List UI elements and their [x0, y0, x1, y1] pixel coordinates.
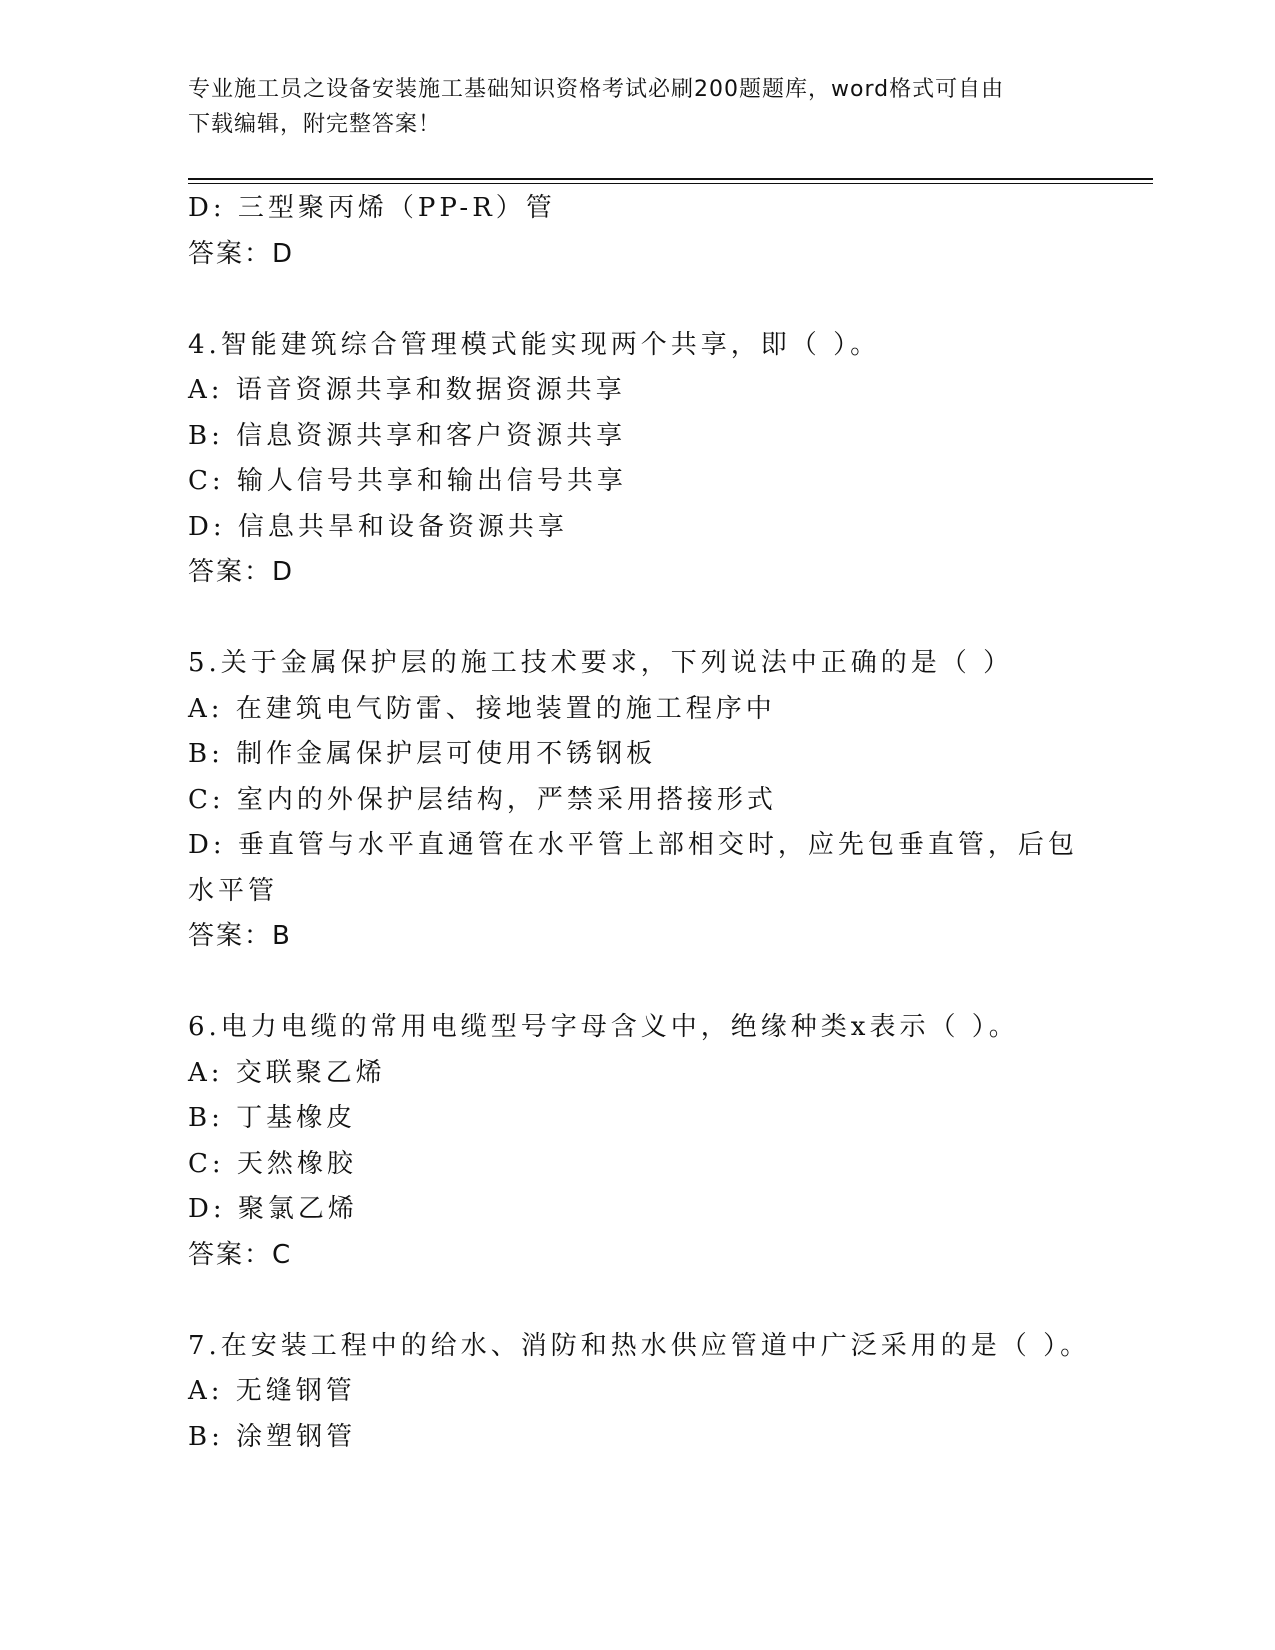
option-b: B: 制作金属保护层可使用不锈钢板 — [188, 739, 657, 769]
question-stem: 4.智能建筑综合管理模式能实现两个共享，即（ ）。 — [188, 329, 881, 360]
option-d: D: 垂直管与水平直通管在水平管上部相交时，应先包垂直管，后包水平管 — [188, 830, 1078, 906]
question-3-tail — [188, 186, 1078, 277]
option-d: D: 三型聚丙烯（PP-R）管 — [188, 193, 556, 223]
option-a: A: 语音资源共享和数据资源共享 — [188, 375, 626, 405]
question-5 — [188, 641, 1078, 960]
question-4 — [188, 323, 1078, 596]
header-divider-thick — [188, 178, 1153, 180]
question-7 — [188, 1324, 1091, 1461]
option-d: D: 聚氯乙烯 — [188, 1194, 358, 1224]
answer-line: 答案：C — [188, 1239, 293, 1270]
question-stem: 5.关于金属保护层的施工技术要求，下列说法中正确的是（ ） — [188, 648, 1014, 678]
question-stem: 6.电力电缆的常用电缆型号字母含义中，绝缘种类x表示（ ）。 — [188, 1012, 1019, 1042]
answer-line: 答案：B — [188, 921, 292, 951]
option-c: C: 输人信号共享和输出信号共享 — [188, 466, 627, 496]
question-6 — [188, 1005, 1078, 1278]
option-b: B: 丁基橡皮 — [188, 1103, 357, 1133]
option-a: A: 无缝钢管 — [188, 1376, 356, 1406]
option-b: B: 涂塑钢管 — [188, 1421, 357, 1452]
option-b: B: 信息资源共享和客户资源共享 — [188, 420, 627, 451]
question-stem: 7.在安装工程中的给水、消防和热水供应管道中广泛采用的是（ ）。 — [188, 1330, 1091, 1361]
document-body — [188, 186, 1091, 1460]
option-a: A: 交联聚乙烯 — [188, 1057, 386, 1088]
option-c: C: 室内的外保护层结构，严禁采用搭接形式 — [188, 784, 777, 815]
header-line-1: 专业施工员之设备安装施工基础知识资格考试必刷200题题库，word格式可自由 — [188, 77, 1005, 102]
document-header — [188, 72, 1068, 142]
header-divider-thin — [188, 183, 1153, 184]
option-a: A: 在建筑电气防雷、接地装置的施工程序中 — [188, 693, 776, 724]
answer-line: 答案：D — [188, 238, 295, 269]
option-c: C: 天然橡胶 — [188, 1148, 357, 1179]
header-line-2: 下载编辑，附完整答案！ — [188, 112, 442, 137]
answer-line: 答案：D — [188, 557, 295, 587]
option-d: D: 信息共旱和设备资源共享 — [188, 511, 568, 542]
